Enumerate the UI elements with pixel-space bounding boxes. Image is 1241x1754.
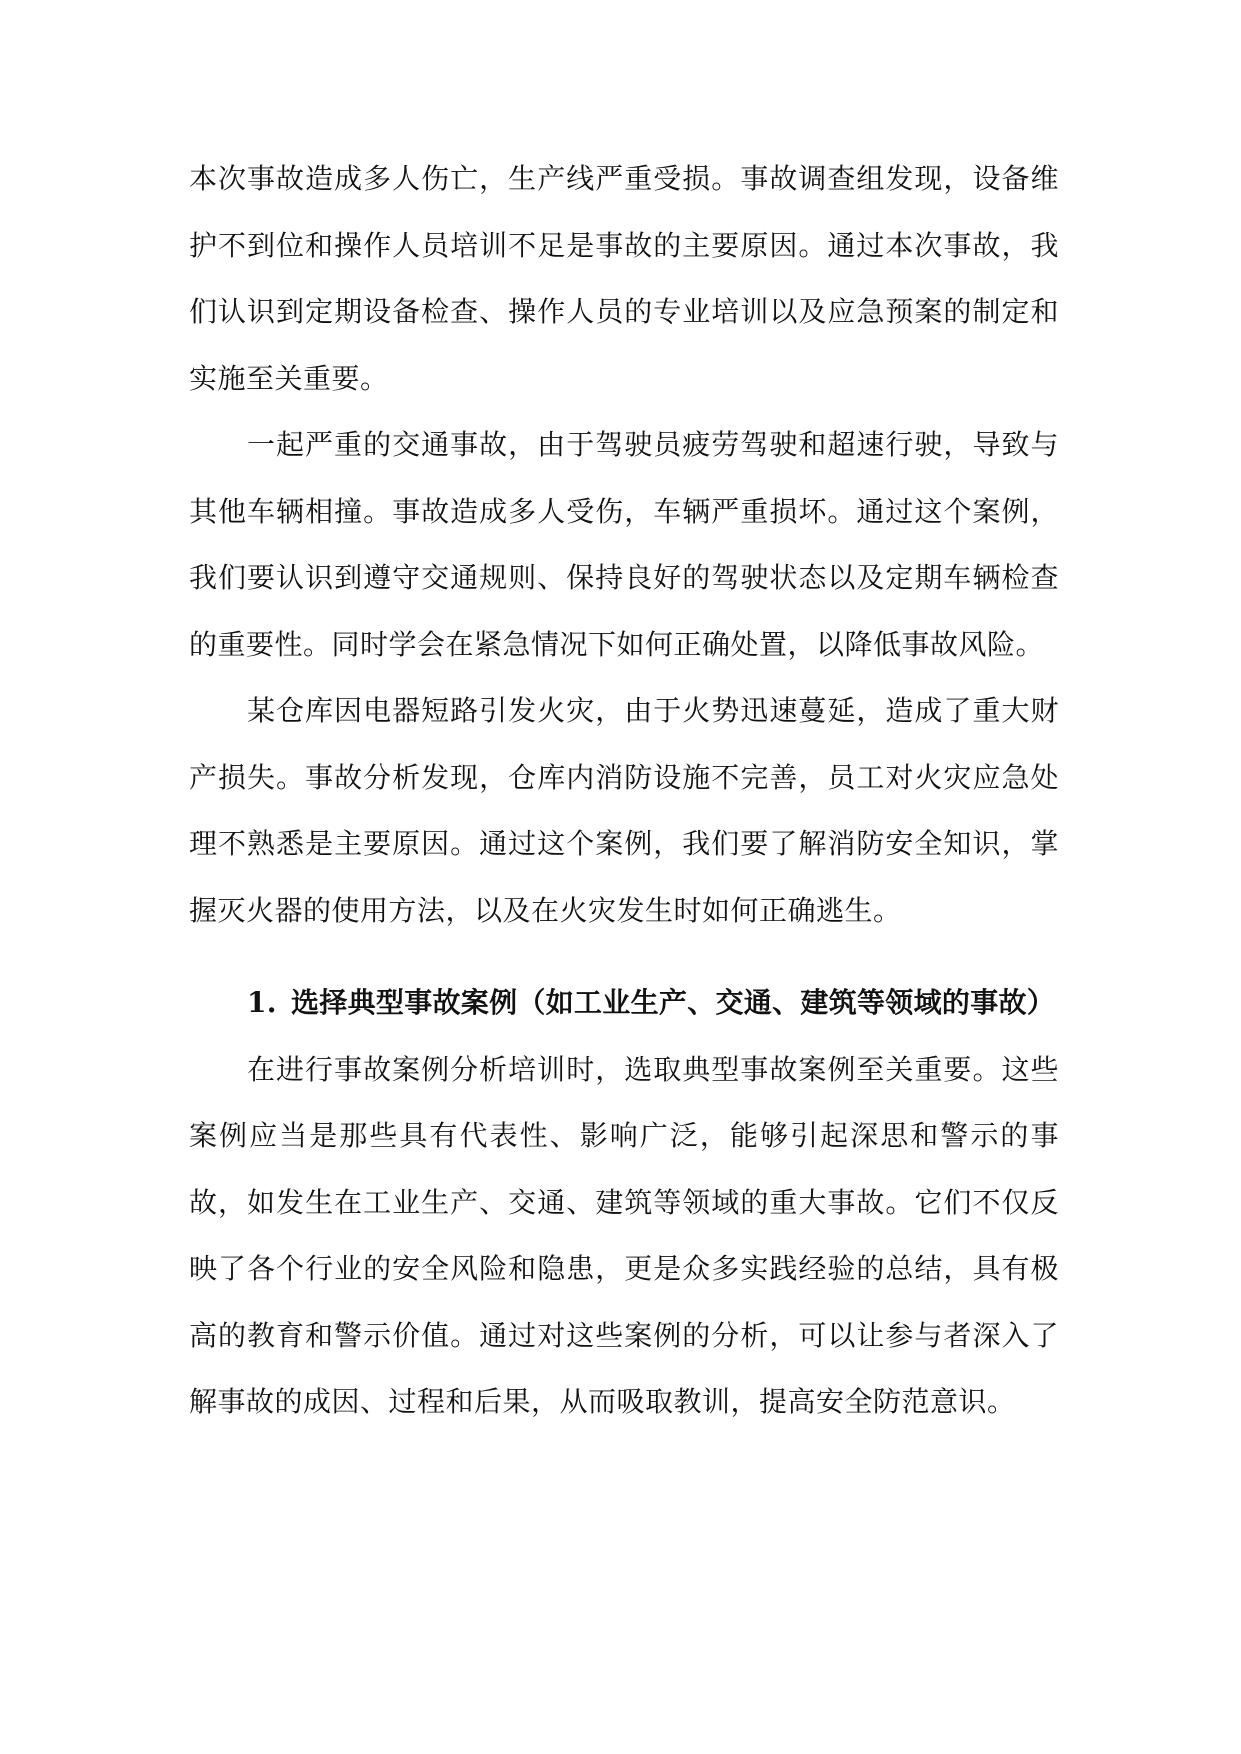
document-body xyxy=(189,146,1059,1436)
section-heading-number: 1. xyxy=(247,986,277,1019)
paragraph-traffic-accident: 一起严重的交通事故，由于驾驶员疲劳驾驶和超速行驶，导致与其他车辆相撞。事故造成多人受伤，车辆严重损坏。通过这个案例，我们要认识到遵守交通规则、保持良好的驾驶状态以及定期车辆检查的重要性。同时学会在紧急情况下如何正确处置，以降低事故风险。 xyxy=(189,428,1059,661)
section-heading-text: 选择典型事故案例（如工业生产、交通、建筑等领域的事故） xyxy=(291,986,1056,1019)
section-spacer xyxy=(189,944,1059,970)
paragraph-warehouse-fire: 某仓库因电器短路引发火灾，由于火势迅速蔓延，造成了重大财产损失。事故分析发现，仓库内消防设施不完善，员工对火灾应急处理不熟悉是主要原因。通过这个案例，我们要了解消防安全知识，掌握灭火器的使用方法，以及在火灾发生时如何正确逃生。 xyxy=(189,694,1059,927)
paragraph-factory-accident: 本次事故造成多人伤亡，生产线严重受损。事故调查组发现，设备维护不到位和操作人员培训不足是事故的主要原因。通过本次事故，我们认识到定期设备检查、操作人员的专业培训以及应急预案的制定和实施至关重要。 xyxy=(189,162,1059,395)
paragraph-case-selection: 在进行事故案例分析培训时，选取典型事故案例至关重要。这些案例应当是那些具有代表性、影响广泛，能够引起深思和警示的事故，如发生在工业生产、交通、建筑等领域的重大事故。它们不仅反映了各个行业的安全风险和隐患，更是众多实践经验的总结，具有极高的教育和警示价值。通过对这些案例的分析，可以让参与者深入了解事故的成因、过程和后果，从而吸取教训，提高安全防范意识。 xyxy=(189,1052,1059,1418)
section-heading xyxy=(189,970,1059,1037)
